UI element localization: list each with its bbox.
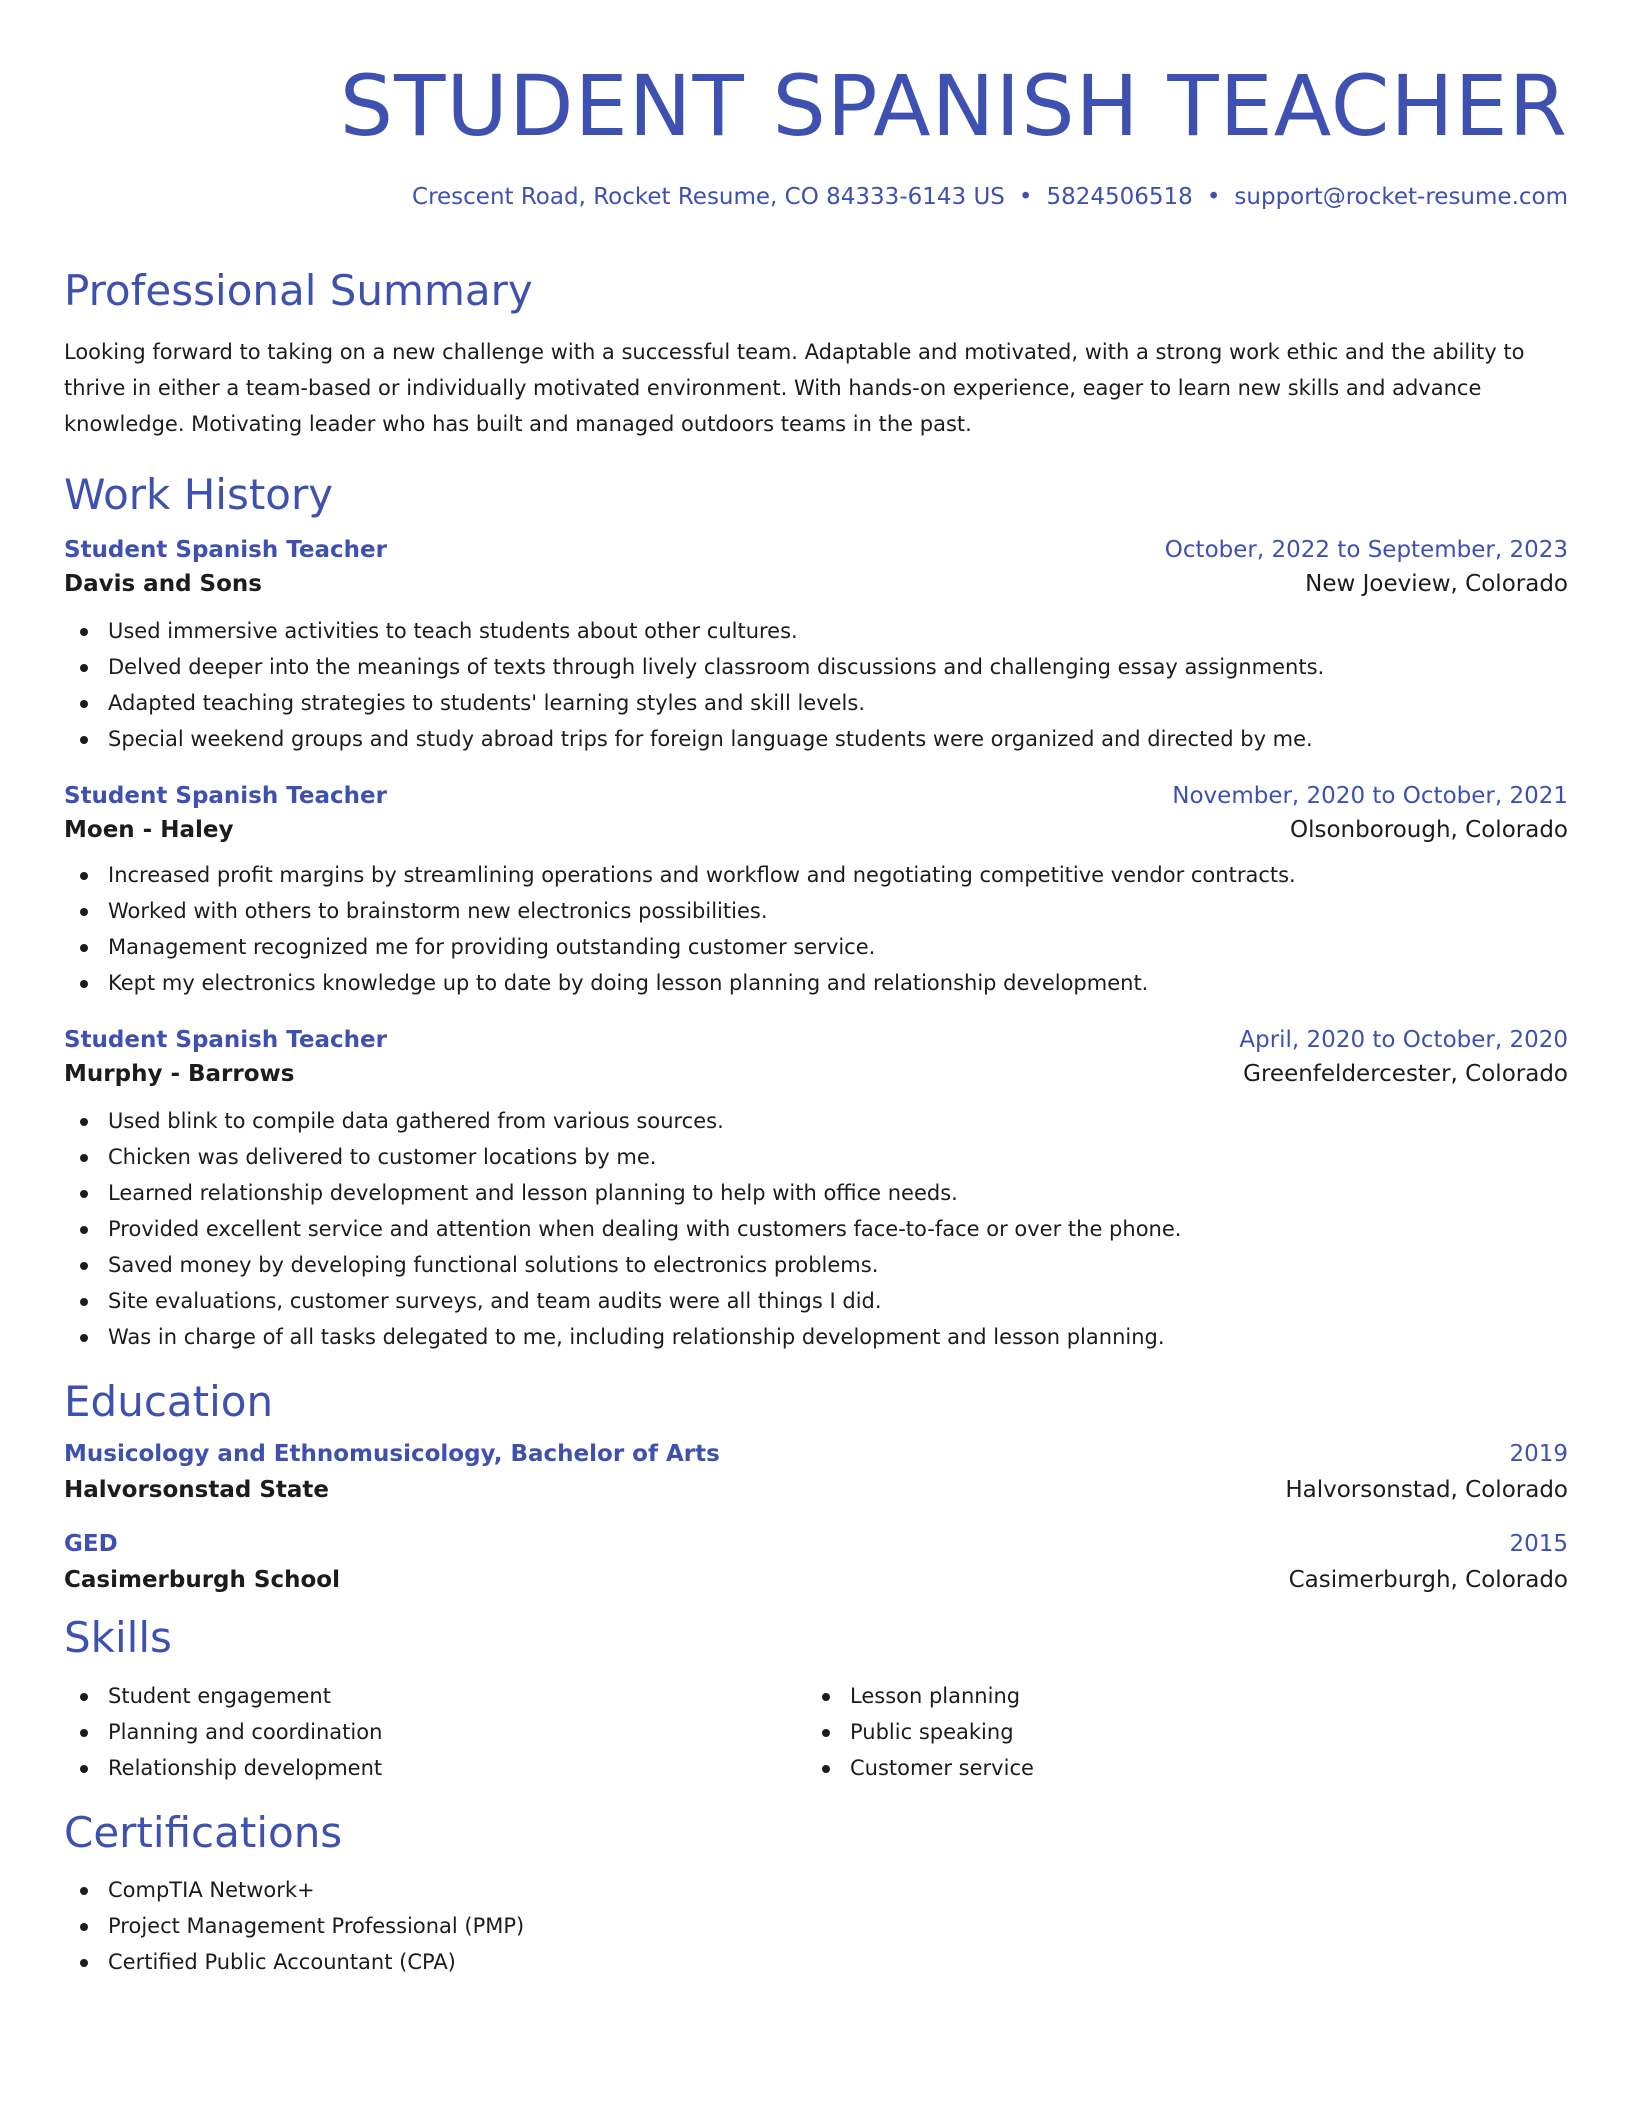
certifications-heading: Certifications <box>64 1807 343 1857</box>
job-org-row <box>64 571 1568 597</box>
skills-list-left <box>64 1678 806 1786</box>
skill-item: Public speaking <box>806 1714 1548 1750</box>
job-bullet: Learned relationship development and lesson planning to help with office needs. <box>64 1175 1568 1211</box>
job-bullet: Management recognized me for providing outstanding customer service. <box>64 929 1568 965</box>
education-school: Halvorsonstad State <box>64 1477 330 1504</box>
job-org-row <box>64 817 1568 843</box>
job-title: Student Spanish Teacher <box>64 782 387 809</box>
job-company: Moen - Haley <box>64 816 234 843</box>
job-header-row <box>64 783 1568 809</box>
job-header-row <box>64 537 1568 563</box>
education-school: Casimerburgh School <box>64 1567 340 1594</box>
job-location: New Joeview, Colorado <box>1305 570 1568 597</box>
job-bullet: Site evaluations, customer surveys, and team audits were all things I did. <box>64 1283 1568 1319</box>
education-header-row <box>64 1441 1568 1467</box>
job-dates: April, 2020 to October, 2020 <box>1239 1026 1568 1053</box>
skill-item: Student engagement <box>64 1678 806 1714</box>
contact-separator: • <box>1206 184 1221 210</box>
job-bullet-list <box>64 857 1568 1001</box>
contact-separator: • <box>1018 184 1033 210</box>
education-degree: GED <box>64 1531 118 1558</box>
job-bullet: Used immersive activities to teach students about other cultures. <box>64 613 1568 649</box>
education-entry <box>64 1531 1568 1593</box>
job-bullet: Chicken was delivered to customer locations by me. <box>64 1139 1568 1175</box>
contact-email[interactable]: support@rocket-resume.com <box>1234 184 1568 210</box>
job-bullet: Worked with others to brainstorm new electronics possibilities. <box>64 893 1568 929</box>
job-bullet: Provided excellent service and attention when dealing with customers face-to-face or over the phone. <box>64 1211 1568 1247</box>
skills-grid <box>64 1678 1568 1786</box>
education-heading: Education <box>64 1376 274 1426</box>
education-header-row <box>64 1531 1568 1557</box>
job-bullet: Was in charge of all tasks delegated to me, including relationship development and lesson planning. <box>64 1319 1568 1355</box>
job-dates: October, 2022 to September, 2023 <box>1164 536 1568 563</box>
job-bullet: Delved deeper into the meanings of texts through lively classroom discussions and challenging essay assignments. <box>64 649 1568 685</box>
job-header-row <box>64 1027 1568 1053</box>
education-entry <box>64 1441 1568 1503</box>
skills-list-right <box>806 1678 1548 1786</box>
job-bullet: Special weekend groups and study abroad trips for foreign language students were organized and directed by me. <box>64 721 1568 757</box>
education-location: Halvorsonstad, Colorado <box>1285 1477 1568 1504</box>
skill-item: Planning and coordination <box>64 1714 806 1750</box>
contact-line <box>64 184 1568 210</box>
education-school-row <box>64 1567 1568 1593</box>
job-location: Greenfeldercester, Colorado <box>1243 1060 1568 1087</box>
job-title: Student Spanish Teacher <box>64 1026 387 1053</box>
education-year: 2015 <box>1509 1531 1568 1558</box>
job-bullet: Saved money by developing functional solutions to electronics problems. <box>64 1247 1568 1283</box>
candidate-name: STUDENT SPANISH TEACHER <box>339 57 1568 155</box>
education-degree: Musicology and Ethnomusicology, Bachelor of Arts <box>64 1441 720 1468</box>
job-entry <box>64 783 1568 1001</box>
job-company: Davis and Sons <box>64 570 262 597</box>
certifications-list <box>64 1872 1568 1980</box>
job-dates: November, 2020 to October, 2021 <box>1172 782 1568 809</box>
job-location: Olsonborough, Colorado <box>1289 816 1568 843</box>
job-bullet-list <box>64 613 1568 757</box>
education-school-row <box>64 1477 1568 1503</box>
job-entry <box>64 537 1568 757</box>
skill-item: Customer service <box>806 1750 1548 1786</box>
job-bullet-list <box>64 1103 1568 1355</box>
certification-item: Certified Public Accountant (CPA) <box>64 1944 1568 1980</box>
summary-heading: Professional Summary <box>64 266 533 315</box>
job-bullet: Kept my electronics knowledge up to date by doing lesson planning and relationship development. <box>64 965 1568 1001</box>
education-year: 2019 <box>1509 1441 1568 1468</box>
job-title: Student Spanish Teacher <box>64 536 387 563</box>
education-location: Casimerburgh, Colorado <box>1288 1567 1568 1594</box>
contact-address: Crescent Road, Rocket Resume, CO 84333-6143 US <box>412 184 1005 210</box>
skill-item: Lesson planning <box>806 1678 1548 1714</box>
job-company: Murphy - Barrows <box>64 1060 295 1087</box>
work-history-heading: Work History <box>64 470 334 520</box>
job-entry <box>64 1027 1568 1355</box>
job-bullet: Increased profit margins by streamlining operations and workflow and negotiating competitive vendor contracts. <box>64 857 1568 893</box>
summary-text: Looking forward to taking on a new challenge with a successful team. Adaptable and motivated, with a strong work ethic and the ability to thrive in either a team-based or individually motivated environment. With hands-on experience, eager to learn new skills and advance knowledge. Motivating leader who has built and managed outdoors teams in the past. <box>64 340 1525 437</box>
skill-item: Relationship development <box>64 1750 806 1786</box>
job-org-row <box>64 1061 1568 1087</box>
job-bullet: Adapted teaching strategies to students' learning styles and skill levels. <box>64 685 1568 721</box>
certification-item: CompTIA Network+ <box>64 1872 1568 1908</box>
job-bullet: Used blink to compile data gathered from various sources. <box>64 1103 1568 1139</box>
skills-heading: Skills <box>64 1613 172 1663</box>
contact-phone[interactable]: 5824506518 <box>1046 184 1193 210</box>
certification-item: Project Management Professional (PMP) <box>64 1908 1568 1944</box>
